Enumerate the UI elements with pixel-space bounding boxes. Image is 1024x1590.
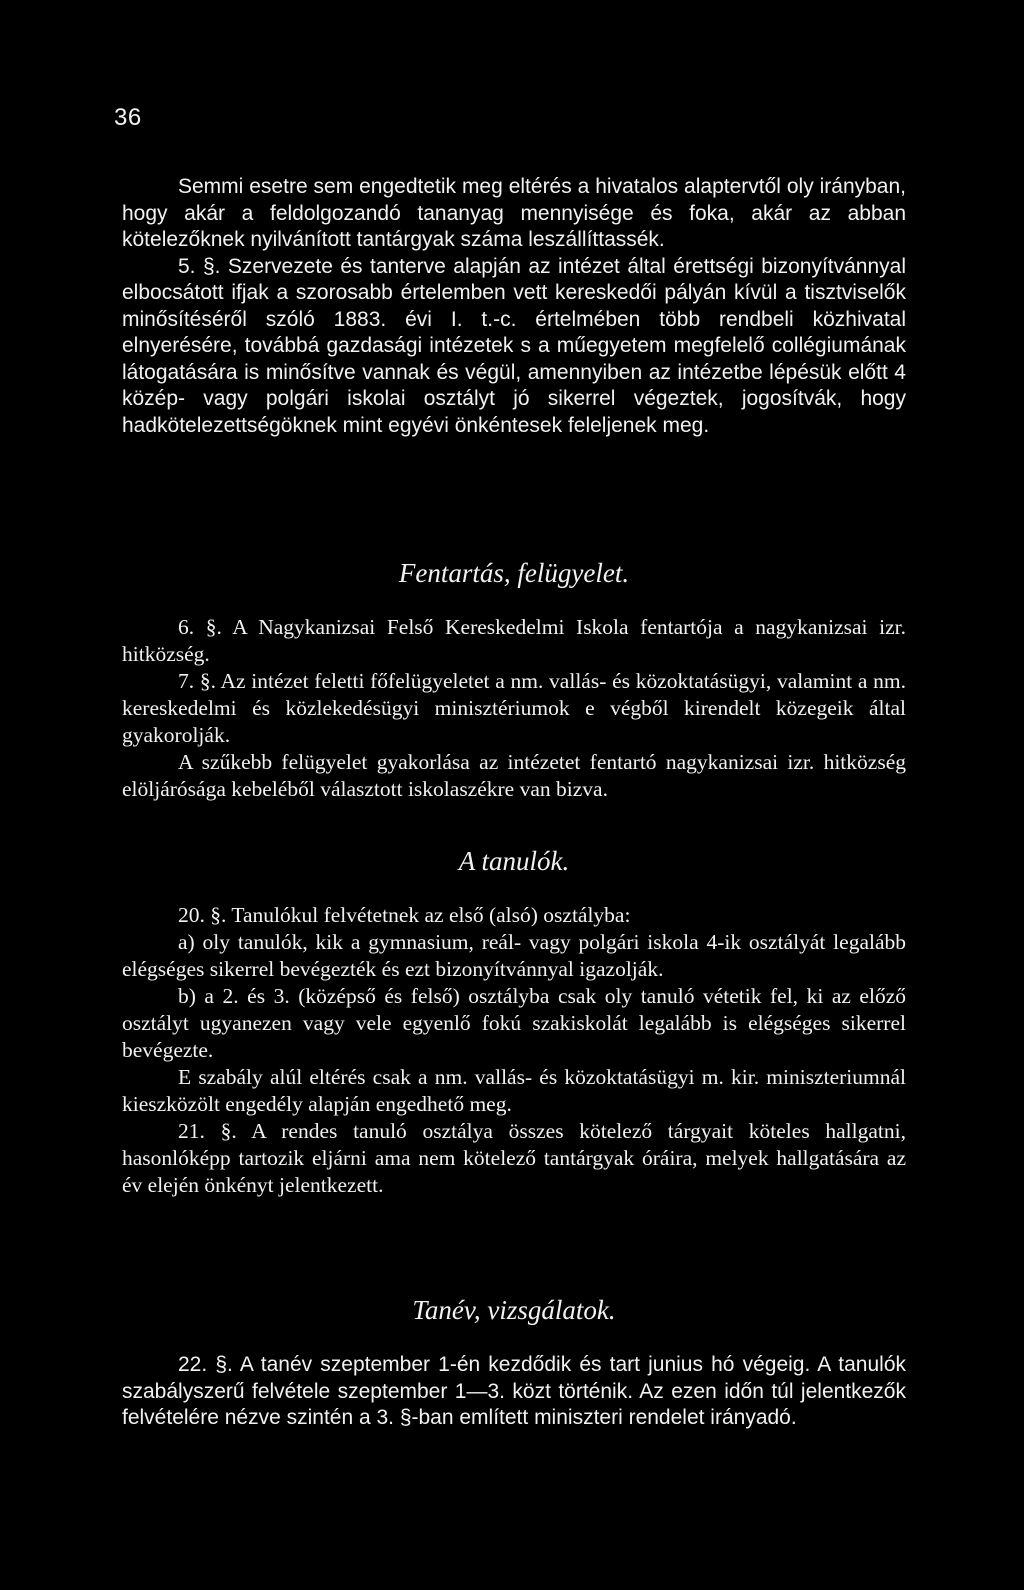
paragraph-section-21: 21. §. A rendes tanuló osztálya összes kötelező tárgyait köteles hallgatni, hasonlóképp tartozik eljárni ama nem kötelező tantárgyak óráira, melyek hallgatására az év elején önkényt jelentkezett.: [122, 1119, 906, 1197]
heading-students: A tanulók.: [458, 846, 570, 876]
paragraph-section-20: 20. §. Tanulókul felvétetnek az első (alsó) osztályba:: [178, 903, 631, 927]
paragraph-curriculum: Semmi esetre sem engedtetik meg eltérés a hivatalos alaptervtől oly irányban, hogy akár a feldolgozandó tananyag mennyisége és foka, akár az abban kötelezőknek nyilvánított tantárgyak száma leszállíttassék.: [122, 175, 906, 251]
heading-maintenance: Fentartás, felügyelet.: [398, 558, 630, 588]
paragraph-section-22: 22. §. A tanév szeptember 1-én kezdődik és tart junius hó végeig. A tanulók szabályszerű felvétele szeptember 1—3. közt történik. Az ezen időn túl jelentkezők felvételére nézve szintén a 3. §-ban említett miniszteri rendelet irányadó.: [122, 1353, 906, 1429]
school-year-section: [122, 1352, 906, 1432]
paragraph-item-b: b) a 2. és 3. (középső és felső) osztályba csak oly tanuló vétetik fel, ki az előző osztályt ugyanezen vagy vele egyenlő fokú szakiskolát legalább is elégséges sikerrel bevégezte.: [122, 984, 906, 1062]
maintenance-section: [122, 614, 906, 803]
students-section: [122, 902, 906, 1199]
paragraph-supervision: A szűkebb felügyelet gyakorlása az intézetet fentartó nagykanizsai izr. hitközség elöljárósága kebeléből választott iskolaszékre van bizva.: [122, 750, 906, 801]
paragraph-section-5: 5. §. Szervezete és tanterve alapján az intézet által érettségi bizonyítvánnyal elbocsátott ifjak a szorosabb értelemben vett kereskedői pályán kívül a tisztviselők minősítéséről szóló 1883. évi I. t.-c. értelmében több rendbeli közhivatal elnyerésére, továbbá gazdasági intézetek s a műegyetem megfelelő collégiumának látogatására is minősítve vannak és végül, amennyiben az intézetbe lépésük előtt 4 közép- vagy polgári iskolai osztályt jó sikerrel végeztek, jogosítvák, hogy hadkötelezettségöknek mint egyévi önkéntesek feleljenek meg.: [122, 254, 906, 437]
intro-section: [122, 174, 906, 439]
paragraph-exception: E szabály alúl eltérés csak a nm. vallás- és közoktatásügyi m. kir. miniszteriumnál kieszközölt engedély alapján engedhető meg.: [122, 1065, 906, 1116]
paragraph-item-a: a) oly tanulók, kik a gymnasium, reál- vagy polgári iskola 4-ik osztályát legalább elégséges sikerrel bevégezték és ezt bizonyítvánnyal igazolják.: [122, 930, 906, 981]
paragraph-section-6: 6. §. A Nagykanizsai Felső Kereskedelmi Iskola fentartója a nagykanizsai izr. hitközség.: [122, 615, 906, 666]
paragraph-section-7: 7. §. Az intézet feletti főfelügyeletet a nm. vallás- és közoktatásügyi, valamint a nm. kereskedelmi és közlekedésügyi minisztériumok e végből kirendelt közegeik által gyakorolják.: [122, 669, 906, 747]
heading-school-year: Tanév, vizsgálatok.: [412, 1295, 616, 1325]
page-number: 36: [114, 104, 142, 131]
